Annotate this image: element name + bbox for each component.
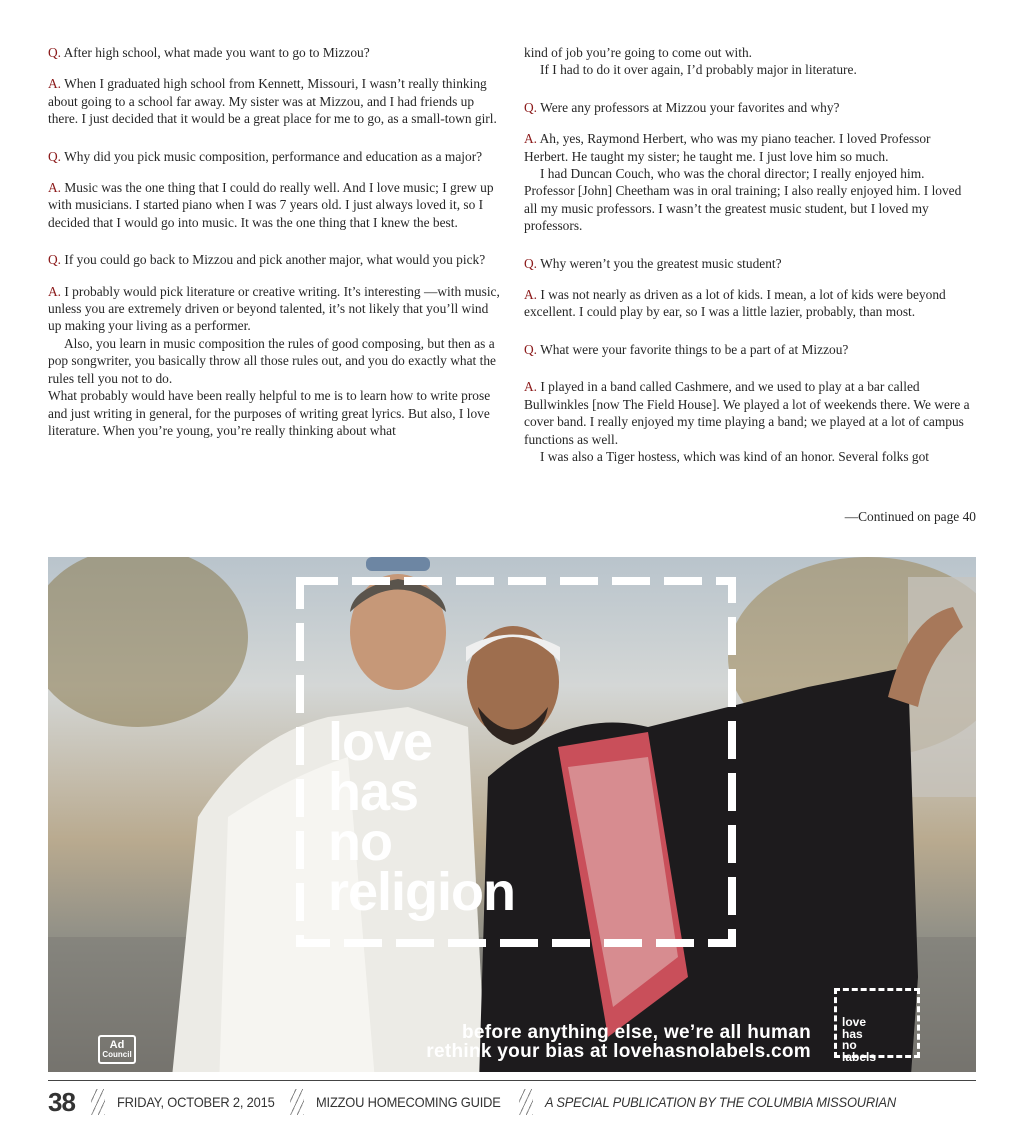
paragraph: I had Duncan Couch, who was the choral director; I really enjoyed him. Professor [John] Cheetham was in oral training; I also really enjoyed him. I loved all my music professors. I wasn’t the greatest music student, but I loved my professors. bbox=[524, 166, 962, 234]
ad-tagline: before anything else, we’re all human rethink your bias at lovehasnolabels.com bbox=[426, 1022, 811, 1062]
paragraph: If I had to do it over again, I’d probably major in literature. bbox=[540, 62, 857, 78]
footer-section: MIZZOU HOMECOMING GUIDE bbox=[316, 1094, 501, 1110]
article-column-right bbox=[524, 44, 976, 465]
answer: A. When I graduated high school from Kennett, Missouri, I wasn’t really thinking about going to a school far away. My sister was at Mizzou, and I had friends up there. I just decided that it would be a great place for me to go, as a small-town girl. bbox=[48, 76, 497, 127]
page-footer bbox=[48, 1086, 976, 1118]
answer: A. I played in a band called Cashmere, and we used to play at a bar called Bullwinkles [now The Field House]. We played a lot of weekends there. We were a cover band. I really enjoyed my time playing a band; we played at a lot of campus functions as well. bbox=[524, 379, 970, 447]
paragraph: I was also a Tiger hostess, which was kind of an honor. Several folks got bbox=[540, 448, 930, 464]
footer-publication: A SPECIAL PUBLICATION BY THE COLUMBIA MISSOURIAN bbox=[544, 1094, 896, 1110]
footer-separator bbox=[91, 1089, 105, 1115]
footer-rule bbox=[48, 1080, 976, 1081]
advertisement bbox=[48, 557, 976, 1072]
question: Q. After high school, what made you want to go to Mizzou? bbox=[48, 45, 370, 60]
answer: A. I was not nearly as driven as a lot of kids. I mean, a lot of kids were beyond excellent. I could play by ear, so I was a little lazier, probably, than most. bbox=[524, 287, 946, 320]
question: Q. Why weren’t you the greatest music student? bbox=[524, 255, 782, 271]
continued-note: —Continued on page 40 bbox=[844, 509, 976, 524]
question: Q. Why did you pick music composition, performance and education as a major? bbox=[48, 148, 483, 164]
question: Q. If you could go back to Mizzou and pick another major, what would you pick? bbox=[48, 252, 486, 268]
question: Q. What were your favorite things to be a part of at Mizzou? bbox=[524, 341, 849, 357]
paragraph: What probably would have been really helpful to me is to learn how to write prose and just writing in general, for the purposes of writing great lyrics. But also, I love literature. When you’re young, you’re really thinking about what bbox=[48, 388, 491, 438]
answer: A. Music was the one thing that I could do really well. And I love music; I grew up with musicians. I started piano when I was 7 years old. I just always loved it, so I decided that I would go into music. It was the one thing that I knew the best. bbox=[48, 180, 494, 230]
article-column-left bbox=[48, 44, 502, 439]
love-has-no-labels-logo: love has no labels bbox=[834, 988, 920, 1058]
ad-council-logo: Ad Council bbox=[98, 1035, 136, 1064]
answer: A. I probably would pick literature or creative writing. It’s interesting —with music, unless you are extremely driven or beyond talented, it’s not likely that you’ll wind up making your living as a performer. bbox=[48, 283, 500, 334]
answer: A. Ah, yes, Raymond Herbert, who was my piano teacher. I loved Professor Herbert. He taught my sister; he taught me. I just love him so much. bbox=[524, 131, 931, 164]
paragraph: kind of job you’re going to come out with. bbox=[524, 45, 752, 60]
page-number: 38 bbox=[48, 1086, 75, 1117]
footer-separator bbox=[290, 1089, 304, 1115]
footer-separator bbox=[519, 1089, 533, 1115]
paragraph: Also, you learn in music composition the rules of good composing, but then as a pop songwriter, you basically throw all those rules out, and you do exactly what the rules tell you not to do. bbox=[48, 335, 496, 386]
ad-headline: love has no religion bbox=[328, 712, 516, 922]
question: Q. Were any professors at Mizzou your favorites and why? bbox=[524, 99, 840, 115]
footer-date: FRIDAY, OCTOBER 2, 2015 bbox=[116, 1094, 275, 1110]
